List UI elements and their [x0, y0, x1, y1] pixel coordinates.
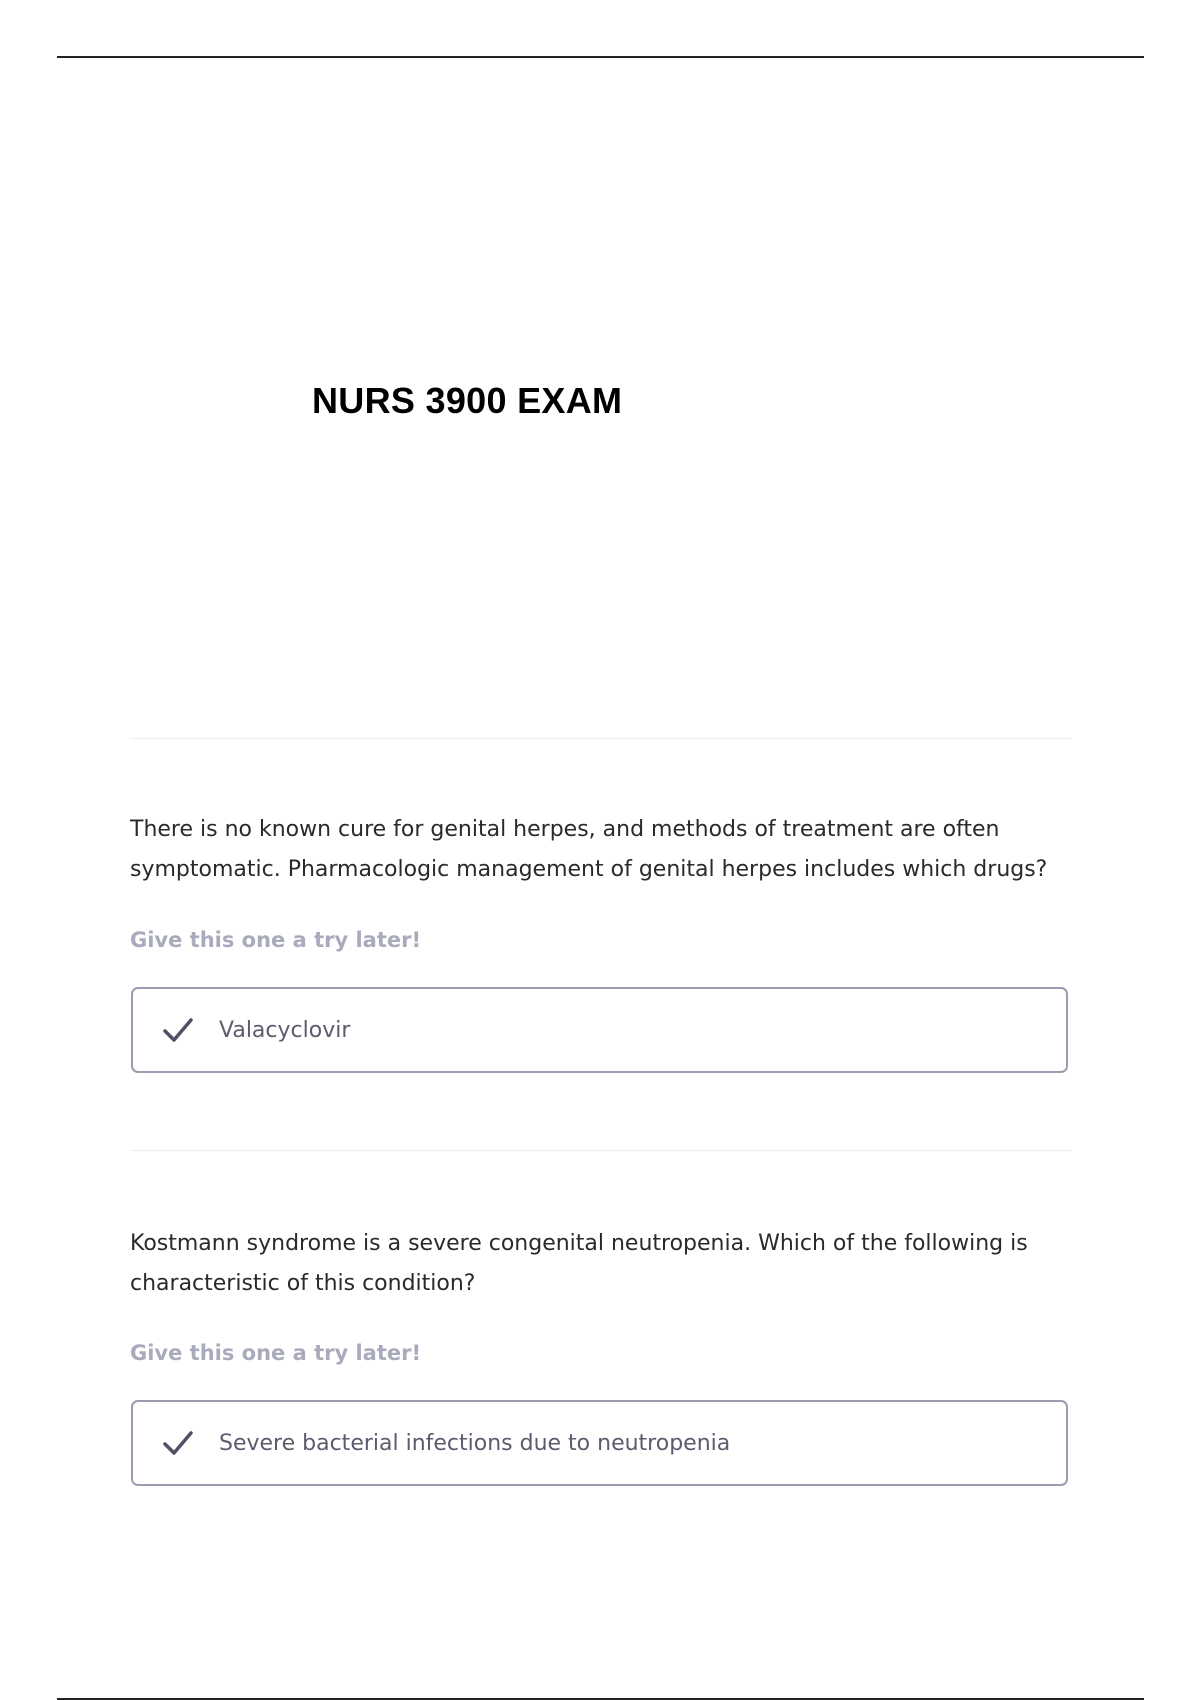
answer-option[interactable]: [131, 987, 1068, 1073]
section-divider: [130, 738, 1072, 739]
checkmark-icon: [161, 1015, 195, 1045]
try-later-link[interactable]: Give this one a try later!: [130, 928, 422, 952]
exam-title: NURS 3900 EXAM: [312, 380, 623, 421]
section-divider: [130, 1150, 1072, 1151]
flashcard-1: [130, 810, 1072, 1043]
question-text: Kostmann syndrome is a severe congenital neutropenia. Which of the following is characteristic of this condition?: [130, 1231, 1028, 1296]
answer-text: Valacyclovir: [219, 1017, 351, 1043]
answer-text: Severe bacterial infections due to neutropenia: [219, 1430, 731, 1456]
flashcard-2: [130, 1224, 1072, 1456]
question-text: There is no known cure for genital herpes, and methods of treatment are often symptomatic. Pharmacologic management of genital herpes includes which drugs?: [130, 817, 1048, 882]
answer-option[interactable]: [131, 1400, 1068, 1486]
checkmark-icon: [161, 1428, 195, 1458]
top-rule: [57, 56, 1144, 58]
try-later-link[interactable]: Give this one a try later!: [130, 1341, 422, 1365]
